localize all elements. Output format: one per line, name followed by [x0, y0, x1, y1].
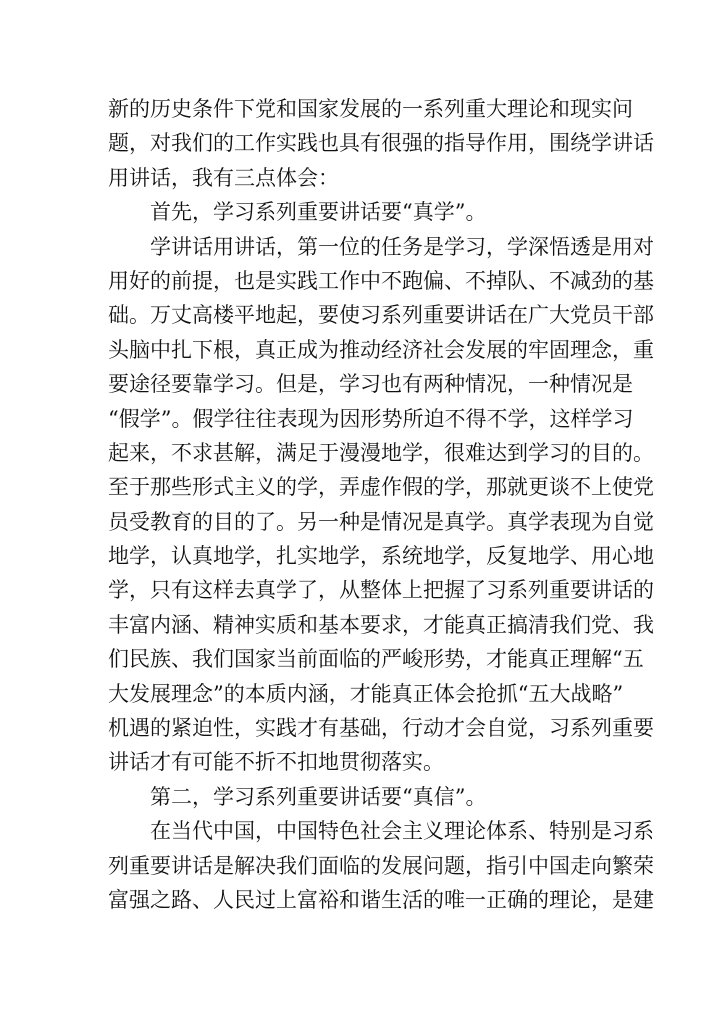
- text-line: 员受教育的目的了。另一种是情况是真学。真学表现为自觉: [108, 509, 654, 534]
- text-line: 础。万丈高楼平地起，要使习系列重要讲话在广大党员干部: [108, 303, 654, 328]
- text-line: 起来，不求甚解，满足于漫漫地学，很难达到学习的目的。: [108, 440, 654, 465]
- text-line: 头脑中扎下根，真正成为推动经济社会发展的牢固理念，重: [108, 337, 654, 362]
- text-line: 题，对我们的工作实践也具有很强的指导作用，围绕学讲话: [108, 131, 654, 156]
- text-line: 大发展理念”的本质内涵，才能真正体会抢抓“五大战略”: [108, 681, 624, 706]
- document-body: [108, 92, 654, 917]
- text-line: “假学”。假学往往表现为因形势所迫不得不学，这样学习: [108, 406, 634, 431]
- text-line: 机遇的紧迫性，实践才有基础，行动才会自觉，习系列重要: [108, 716, 654, 741]
- text-line: 用讲话，我有三点体会：: [108, 165, 339, 190]
- text-line: 地学，认真地学，扎实地学，系统地学，反复地学、用心地: [108, 544, 654, 569]
- text-line: 们民族、我们国家当前面临的严峻形势，才能真正理解“五: [108, 647, 644, 672]
- text-line: 讲话才有可能不折不扣地贯彻落实。: [108, 750, 444, 775]
- text-line: 首先，学习系列重要讲话要“真学”。: [150, 200, 487, 225]
- text-line: 列重要讲话是解决我们面临的发展问题，指引中国走向繁荣: [108, 853, 654, 878]
- text-line: 至于那些形式主义的学，弄虚作假的学，那就更谈不上使党: [108, 475, 654, 500]
- text-line: 学，只有这样去真学了，从整体上把握了习系列重要讲话的: [108, 578, 654, 603]
- text-line: 新的历史条件下党和国家发展的一系列重大理论和现实问: [108, 97, 633, 121]
- text-line: 要途径要靠学习。但是，学习也有两种情况，一种情况是: [108, 372, 633, 397]
- text-line: 富强之路、人民过上富裕和谐生活的唯一正确的理论，是建: [108, 887, 654, 912]
- text-line: 用好的前提，也是实践工作中不跑偏、不掉队、不减劲的基: [108, 268, 654, 293]
- text-line: 丰富内涵、精神实质和基本要求，才能真正搞清我们党、我: [108, 612, 654, 637]
- text-line: 第二，学习系列重要讲话要“真信”。: [150, 784, 487, 809]
- text-line: 学讲话用讲话，第一位的任务是学习，学深悟透是用对: [150, 234, 654, 259]
- text-line: 在当代中国，中国特色社会主义理论体系、特别是习系: [150, 819, 654, 844]
